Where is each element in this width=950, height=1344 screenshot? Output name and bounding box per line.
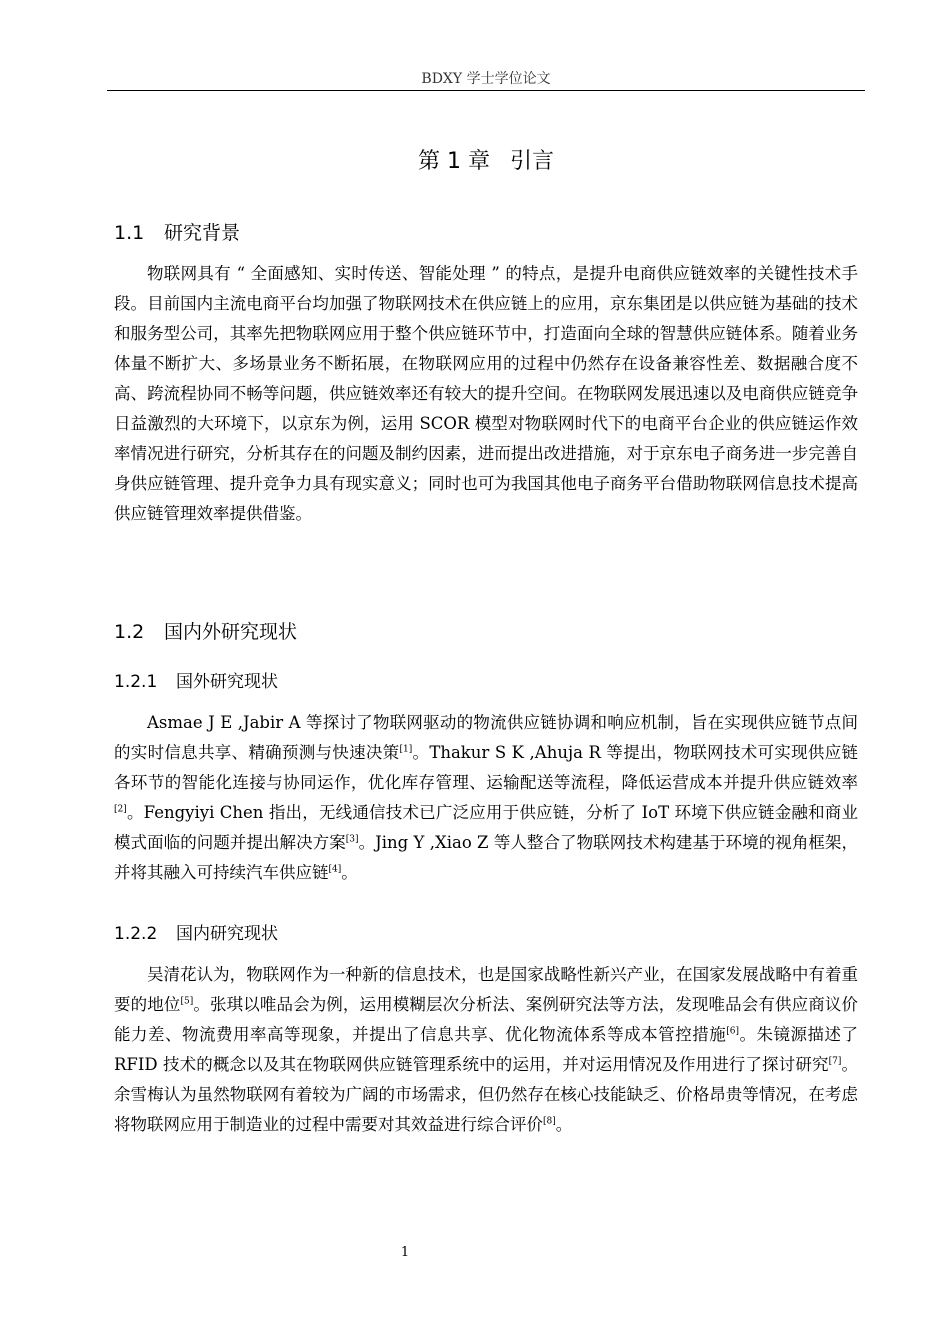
subsection-title: 国外研究现状 <box>176 672 278 692</box>
citation-ref[interactable]: [8] <box>543 1116 556 1127</box>
subsection-number: 1.2.1 <box>114 672 158 692</box>
chapter-number: 第 1 章 <box>418 149 490 174</box>
text-segment: 吴清花认为，物联网作为一种新的信息技术，也是国家战略性新兴产业，在国家发展战略中有着重要的地位 <box>114 965 858 1014</box>
text-segment: 。Thakur S K ,Ahuja R 等提出，物联网技术可实现供应链各环节的智能化连接与协同运作，优化库存管理、运输配送等流程，降低运营成本并提升供应链效率 <box>114 743 859 792</box>
section-title: 研究背景 <box>164 222 241 244</box>
chapter-title <box>107 147 865 177</box>
citation-ref[interactable]: [1] <box>399 744 413 755</box>
subsection-heading-1-2-2 <box>114 922 278 946</box>
section-heading-1-1 <box>114 220 240 246</box>
subsection-number: 1.2.2 <box>114 924 158 944</box>
paragraph-research-background: 物联网具有 “ 全面感知、实时传送、智能处理 ” 的特点，是提升电商供应链效率的关键性技术手段。目前国内主流电商平台均加强了物联网技术在供应链上的应用，京东集团是以供应链为基础的技术和服务型公司，其率先把物联网应用于整个供应链环节中，打造面向全球的智慧供应链体系。随着业务体量不断扩大、多场景业务不断拓展，在物联网应用的过程中仍然存在设备兼容性差、数据融合度不高、跨流程协同不畅等问题，供应链效率还有较大的提升空间。在物联网发展迅速以及电商供应链竞争日益激烈的大环境下，以京东为例，运用 SCOR 模型对物联网时代下的电商平台企业的供应链运作效率情况进行研究，分析其存在的问题及制约因素，进而提出改进措施，对于京东电子商务进一步完善自身供应链管理、提升竞争力具有现实意义；同时也可为我国其他电子商务平台借助物联网信息技术提高供应链管理效率提供借鉴。 <box>114 264 858 523</box>
citation-ref[interactable]: [2] <box>114 804 127 815</box>
citation-ref[interactable]: [4] <box>328 864 342 875</box>
running-header: BDXY 学士学位论文 <box>421 71 551 87</box>
header-rule <box>107 90 865 91</box>
citation-ref[interactable]: [3] <box>345 834 359 845</box>
section-number: 1.1 <box>114 222 145 244</box>
text-segment: 。朱镜源描述了 RFID 技术的概念以及其在物联网供应链管理系统中的运用，并对运用情况及作用进行了探讨研究 <box>114 1025 859 1074</box>
citation-ref[interactable]: [7] <box>828 1056 842 1067</box>
citation-ref[interactable]: [6] <box>726 1026 739 1037</box>
text-segment: 。张琪以唯品会为例，运用模糊层次分析法、案例研究法等方法，发现唯品会有供应商议价能力差、物流费用率高等现象，并提出了信息共享、优化物流体系等成本管控措施 <box>114 995 859 1044</box>
text-segment: 。 <box>341 863 358 882</box>
section-title: 国内外研究现状 <box>164 621 298 643</box>
citation-ref[interactable]: [5] <box>180 996 194 1007</box>
text-segment: 。余雪梅认为虽然物联网有着较为广阔的市场需求，但仍然存在核心技能缺乏、价格昂贵等情况，在考虑将物联网应用于制造业的过程中需要对其效益进行综合评价 <box>114 1055 858 1134</box>
text-segment: 。Jing Y ,Xiao Z 等人整合了物联网技术构建基于环境的视角框架，并将其融入可持续汽车供应链 <box>114 833 858 882</box>
subsection-title: 国内研究现状 <box>176 924 278 944</box>
subsection-heading-1-2-1 <box>114 670 278 694</box>
text-segment: 。 <box>555 1115 573 1134</box>
section-heading-1-2 <box>114 619 297 645</box>
chapter-name: 引言 <box>509 149 554 174</box>
page-number: 1 <box>400 1245 410 1260</box>
text-segment: Asmae J E ,Jabir A 等探讨了物联网驱动的物流供应链协调和响应机制，旨在实现供应链节点间的实时信息共享、精确预测与快速决策 <box>114 713 858 762</box>
paragraph-foreign-research <box>114 708 858 888</box>
paragraph-domestic-research <box>114 960 858 1140</box>
text-segment: 。Fengyiyi Chen 指出，无线通信技术已广泛应用于供应链，分析了 IoT 环境下供应链金融和商业模式面临的问题并提出解决方案 <box>114 803 858 852</box>
section-number: 1.2 <box>114 621 145 643</box>
